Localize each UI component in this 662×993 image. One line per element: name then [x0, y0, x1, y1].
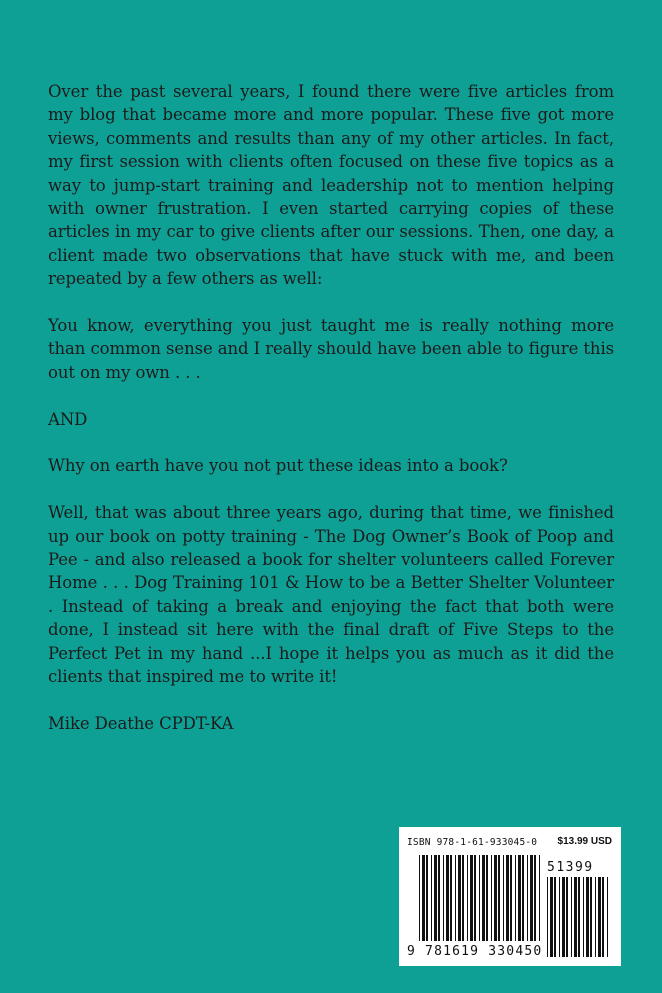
- paragraph-body: Well, that was about three years ago, during that time, we finished up our book on potty training - The Dog Owner’s Book of Poop and Pee - and also released a book for shelter volunteers called Forever Home . . . Dog Training 101 & How to be a Better Shelter Volunteer . Instead of taking a break and enjoying the fact that both were done, I instead sit here with the final draft of Five Steps to the Perfect Pet in my hand ...I hope it helps you as much as it did the clients that inspired me to write it!: [48, 503, 614, 687]
- price-addon-code: 51399: [547, 860, 594, 875]
- barcode-bar: [462, 855, 464, 941]
- barcode-panel: [399, 827, 621, 966]
- barcode-bar: [515, 855, 516, 941]
- paragraph-quote-two: Why on earth have you not put these ideas into a book?: [48, 456, 508, 476]
- price-label: $13.99 USD: [557, 836, 612, 847]
- ean-digits: 9 781619 330450: [407, 944, 543, 959]
- barcode-bar: [470, 855, 473, 941]
- barcode-bar: [506, 855, 509, 941]
- barcode-bar: [602, 877, 604, 957]
- barcode-bar: [422, 855, 425, 941]
- barcode-bar: [571, 877, 572, 957]
- barcode-bar: [474, 855, 476, 941]
- barcode-bar: [607, 877, 608, 957]
- barcode-bar: [479, 855, 480, 941]
- paragraph-quote-one: You know, everything you just taught me is really nothing more than common sense and I really should have been able to figure this out on my own . . .: [48, 316, 614, 382]
- barcode-bar: [578, 877, 580, 957]
- barcode-bar: [431, 855, 432, 941]
- barcode-bar: [562, 877, 565, 957]
- barcode-bar: [590, 877, 592, 957]
- barcode-bar: [554, 877, 556, 957]
- barcode-bar: [486, 855, 488, 941]
- paragraph-and: AND: [48, 409, 88, 429]
- barcode-bar: [434, 855, 437, 941]
- barcode-bar: [482, 855, 485, 941]
- barcode-bar: [522, 855, 524, 941]
- barcode-bar: [455, 855, 456, 941]
- barcode-bar: [503, 855, 504, 941]
- isbn-number: ISBN 978-1-61-933045-0: [407, 837, 538, 848]
- barcode-bar: [450, 855, 452, 941]
- back-cover-text: [48, 80, 614, 759]
- barcode-bar: [559, 877, 560, 957]
- barcode-bar: [419, 855, 420, 941]
- paragraph-intro: Over the past several years, I found there were five articles from my blog that became more and more popular. These five got more views, comments and results than any of my other articles. In fact, my first session with clients often focused on these five topics as a way to jump-start training and leadership not to mention helping with owner frustration. I even started carrying copies of these articles in my car to give clients after our sessions. Then, one day, a client made two observations that have stuck with me, and been repeated by a few others as well:: [48, 82, 614, 289]
- barcode-bar: [494, 855, 497, 941]
- barcode-bar: [491, 855, 492, 941]
- barcode-bar: [550, 877, 553, 957]
- barcode-bar: [574, 877, 577, 957]
- barcode-bar: [547, 877, 548, 957]
- barcode-bar: [498, 855, 500, 941]
- barcode-bar: [583, 877, 584, 957]
- barcode-bar: [510, 855, 512, 941]
- barcode-bar: [527, 855, 528, 941]
- barcode-bar: [518, 855, 521, 941]
- barcode-bar: [426, 855, 428, 941]
- barcode-bar: [534, 855, 536, 941]
- barcode-bar: [438, 855, 440, 941]
- barcode-bar: [467, 855, 468, 941]
- author-signature: Mike Deathe CPDT-KA: [48, 713, 234, 733]
- barcode-bar: [530, 855, 533, 941]
- barcode-bar: [566, 877, 568, 957]
- barcode-bar: [539, 855, 540, 941]
- barcode-bar: [443, 855, 444, 941]
- barcode-bar: [598, 877, 601, 957]
- barcode-bar: [595, 877, 596, 957]
- barcode-bar: [446, 855, 449, 941]
- barcode-bar: [586, 877, 589, 957]
- barcode-bar: [458, 855, 461, 941]
